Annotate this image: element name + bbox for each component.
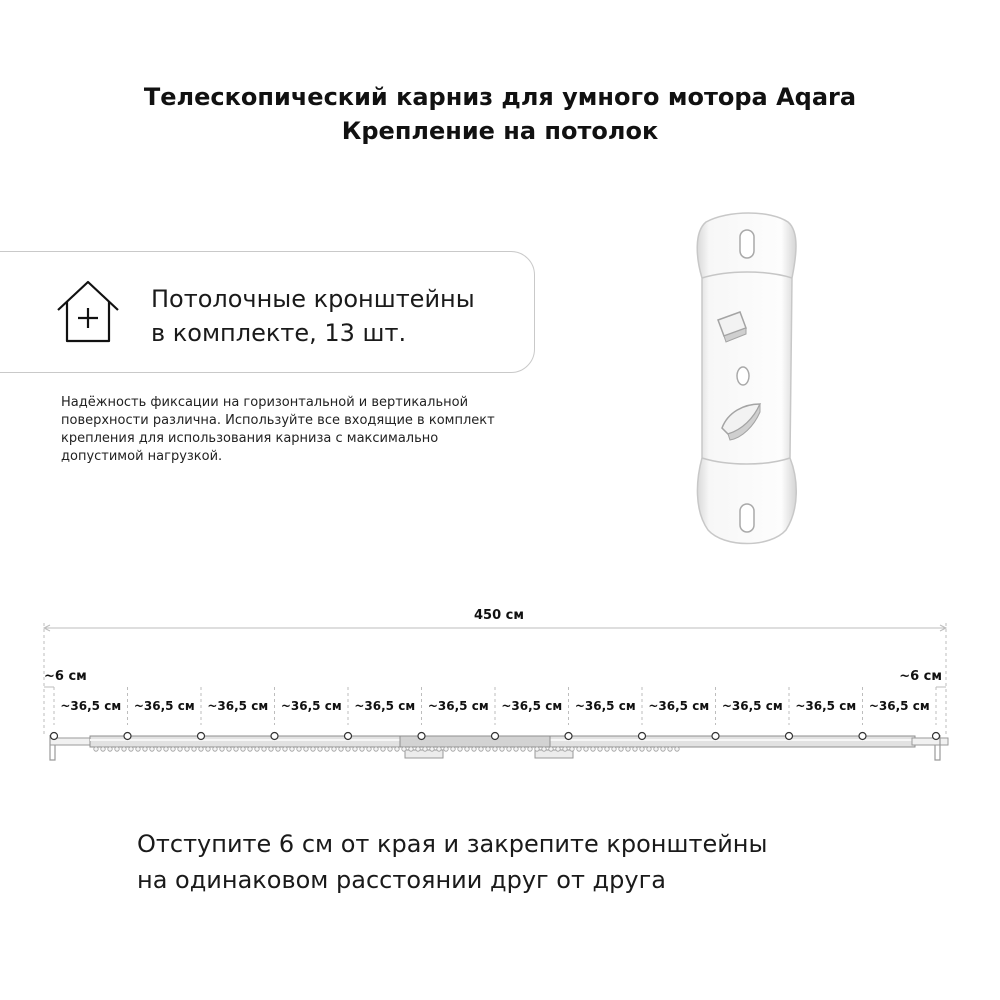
runner-glide: [423, 747, 427, 751]
segment-label: ~36,5 см: [280, 699, 342, 713]
callout-line-2: в комплекте, 13 шт.: [151, 319, 407, 347]
note-line-2: поверхности различна. Используйте все входящие в комплект: [61, 413, 495, 428]
bracket-marker: [198, 733, 205, 740]
bracket-marker: [712, 733, 719, 740]
bracket-marker: [492, 733, 499, 740]
runner-glide: [416, 747, 420, 751]
title-line-2: Крепление на потолок: [341, 117, 659, 145]
runner-glide: [276, 747, 280, 751]
runner-glide: [108, 747, 112, 751]
segment-label: ~36,5 см: [648, 699, 710, 713]
segment-label: ~36,5 см: [795, 699, 857, 713]
runner-glide: [668, 747, 672, 751]
runner-glide: [654, 747, 658, 751]
segment-label: ~36,5 см: [574, 699, 636, 713]
rod-spacing-diagram: [0, 595, 1000, 780]
runner-glide: [381, 747, 385, 751]
note-line-4: допустимой нагрузкой.: [61, 449, 223, 464]
runner-glide: [374, 747, 378, 751]
runner-glide: [577, 747, 581, 751]
runner-glide: [283, 747, 287, 751]
runner-glide: [213, 747, 217, 751]
runner-glide: [171, 747, 175, 751]
bracket-marker: [124, 733, 131, 740]
page-title: [0, 80, 1000, 148]
runner-glide: [353, 747, 357, 751]
runner-glide: [661, 747, 665, 751]
runner-glide: [640, 747, 644, 751]
runner-glide: [122, 747, 126, 751]
runner-glide: [388, 747, 392, 751]
note-line-1: Надёжность фиксации на горизонтальной и вертикальной: [61, 395, 469, 410]
runner-glide: [570, 747, 574, 751]
runner-glide: [486, 747, 490, 751]
runner-glide: [325, 747, 329, 751]
runner-glide: [493, 747, 497, 751]
runner-glide: [304, 747, 308, 751]
segment-label: ~36,5 см: [60, 699, 122, 713]
runner-glide: [297, 747, 301, 751]
runner-glide: [444, 747, 448, 751]
runner-glide: [129, 747, 133, 751]
runner-glide: [185, 747, 189, 751]
runner-glide: [227, 747, 231, 751]
runner-glide: [647, 747, 651, 751]
runner-glide: [514, 747, 518, 751]
runner-glide: [605, 747, 609, 751]
segment-label: ~36,5 см: [354, 699, 416, 713]
fixing-note: [61, 394, 541, 466]
instruction-line-1: Отступите 6 см от края и закрепите кронштейны: [137, 830, 768, 858]
runner-glide: [549, 747, 553, 751]
instruction-text: [137, 826, 767, 898]
runner-glide: [360, 747, 364, 751]
runner-glide: [500, 747, 504, 751]
bracket-marker: [565, 733, 572, 740]
runner-glide: [94, 747, 98, 751]
runner-glide: [199, 747, 203, 751]
segment-label: ~36,5 см: [207, 699, 269, 713]
runner-glide: [115, 747, 119, 751]
runner-glide: [143, 747, 147, 751]
runner-glide: [430, 747, 434, 751]
edge-left-label: ~6 см: [44, 669, 87, 684]
runner-glide: [409, 747, 413, 751]
runner-glide: [101, 747, 105, 751]
bracket-marker: [418, 733, 425, 740]
runner-glide: [234, 747, 238, 751]
segment-label: ~36,5 см: [427, 699, 489, 713]
runner-glide: [542, 747, 546, 751]
runner-glide: [220, 747, 224, 751]
runner-glide: [367, 747, 371, 751]
runner-glide: [535, 747, 539, 751]
runner-glide: [262, 747, 266, 751]
note-line-3: крепления для использования карниза с максимально: [61, 431, 439, 446]
segment-label: ~36,5 см: [868, 699, 930, 713]
runner-glide: [402, 747, 406, 751]
runner-glide: [472, 747, 476, 751]
runner-glide: [619, 747, 623, 751]
runner-glide: [458, 747, 462, 751]
segment-label: ~36,5 см: [133, 699, 195, 713]
runner-glide: [675, 747, 679, 751]
bracket-marker: [51, 733, 58, 740]
runner-glide: [150, 747, 154, 751]
runner-glide: [339, 747, 343, 751]
runner-glide: [507, 747, 511, 751]
bracket-marker: [859, 733, 866, 740]
callout-line-1: Потолочные кронштейны: [151, 285, 475, 313]
runner-glide: [255, 747, 259, 751]
runner-glide: [311, 747, 315, 751]
runner-glide: [206, 747, 210, 751]
callout-text: [151, 282, 475, 350]
runner-glide: [192, 747, 196, 751]
runner-glide: [346, 747, 350, 751]
runner-glide: [241, 747, 245, 751]
runner-glide: [598, 747, 602, 751]
runner-glide: [591, 747, 595, 751]
runner-glide: [437, 747, 441, 751]
ceiling-bracket-illustration: [688, 208, 806, 550]
bracket-marker: [345, 733, 352, 740]
bracket-marker: [639, 733, 646, 740]
runner-glide: [633, 747, 637, 751]
bracket-marker: [271, 733, 278, 740]
runner-glide: [269, 747, 273, 751]
runner-glide: [451, 747, 455, 751]
house-plus-icon: [54, 278, 122, 344]
runner-glide: [528, 747, 532, 751]
curtain-rod: [50, 735, 948, 760]
runner-glide: [332, 747, 336, 751]
total-length-label: 450 см: [474, 608, 524, 623]
bracket-marker: [786, 733, 793, 740]
runner-glide: [563, 747, 567, 751]
instruction-line-2: на одинаковом расстоянии друг от друга: [137, 866, 666, 894]
runner-glide: [157, 747, 161, 751]
runner-glide: [479, 747, 483, 751]
runner-glide: [465, 747, 469, 751]
runner-glide: [584, 747, 588, 751]
runner-glide: [395, 747, 399, 751]
runner-glide: [521, 747, 525, 751]
runner-glide: [136, 747, 140, 751]
runner-glide: [290, 747, 294, 751]
segment-label: ~36,5 см: [721, 699, 783, 713]
runner-glide: [318, 747, 322, 751]
runner-glide: [164, 747, 168, 751]
bracket-marker: [933, 733, 940, 740]
segment-label: ~36,5 см: [501, 699, 563, 713]
runner-glide: [626, 747, 630, 751]
edge-right-label: ~6 см: [899, 669, 942, 684]
runner-glide: [178, 747, 182, 751]
runner-glide: [248, 747, 252, 751]
title-line-1: Телескопический карниз для умного мотора Aqara: [143, 83, 857, 111]
runner-glide: [612, 747, 616, 751]
runner-glide: [556, 747, 560, 751]
